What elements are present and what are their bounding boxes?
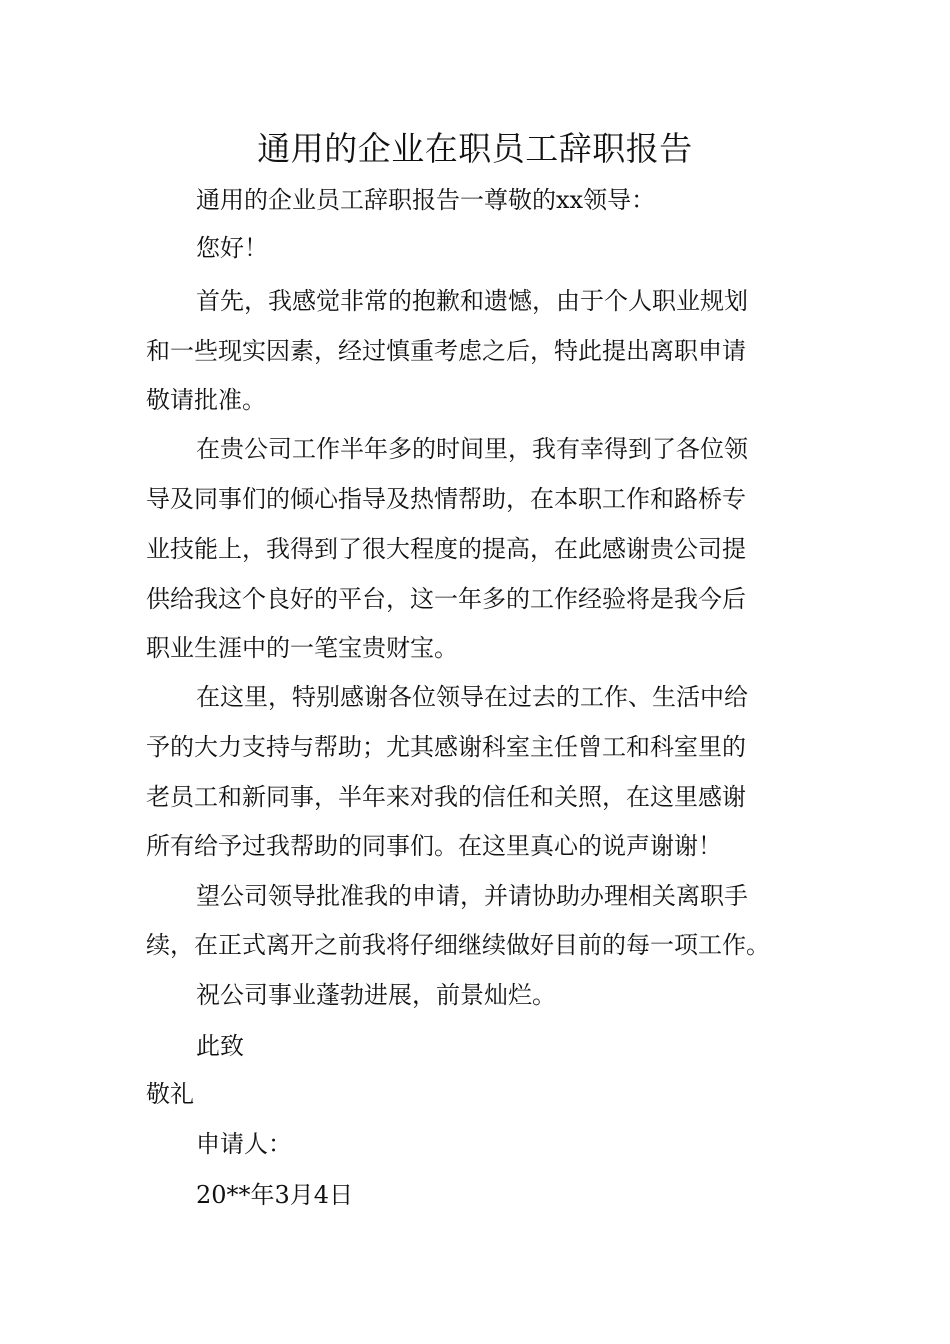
date-line: 20**年3月4日 (196, 1181, 354, 1209)
paragraph4-line: 续，在正式离开之前我将仔细继续做好目前的每一项工作。 (146, 931, 770, 959)
paragraph2-line: 在贵公司工作半年多的时间里，我有幸得到了各位领 (196, 435, 748, 463)
salutation: 您好！ (196, 234, 268, 262)
paragraph3-line: 在这里，特别感谢各位领导在过去的工作、生活中给 (196, 683, 748, 711)
closing-line: 敬礼 (146, 1080, 194, 1108)
paragraph1-line: 首先，我感觉非常的抱歉和遗憾，由于个人职业规划 (196, 287, 748, 315)
paragraph4-line: 望公司领导批准我的申请，并请协助办理相关离职手 (196, 882, 748, 910)
paragraph2-line: 供给我这个良好的平台，这一年多的工作经验将是我今后 (146, 585, 746, 613)
paragraph1-line: 和一些现实因素，经过慎重考虑之后，特此提出离职申请 (146, 337, 746, 365)
wishes-line: 祝公司事业蓬勃进展，前景灿烂。 (196, 981, 556, 1009)
applicant-label: 申请人： (196, 1130, 292, 1158)
document-title: 通用的企业在职员工辞职报告 (257, 129, 693, 168)
paragraph3-line: 予的大力支持与帮助；尤其感谢科室主任曾工和科室里的 (146, 733, 746, 761)
paragraph2-line: 导及同事们的倾心指导及热情帮助，在本职工作和路桥专 (146, 485, 746, 513)
paragraph2-line: 业技能上，我得到了很大程度的提高，在此感谢贵公司提 (146, 535, 746, 563)
greeting-line: 通用的企业员工辞职报告一尊敬的xx领导： (196, 186, 656, 214)
paragraph2-line: 职业生涯中的一笔宝贵财宝。 (146, 634, 458, 662)
closing-line: 此致 (196, 1032, 244, 1060)
paragraph3-line: 老员工和新同事，半年来对我的信任和关照，在这里感谢 (146, 783, 746, 811)
paragraph1-line: 敬请批准。 (146, 386, 266, 414)
paragraph3-line: 所有给予过我帮助的同事们。在这里真心的说声谢谢！ (146, 832, 722, 860)
